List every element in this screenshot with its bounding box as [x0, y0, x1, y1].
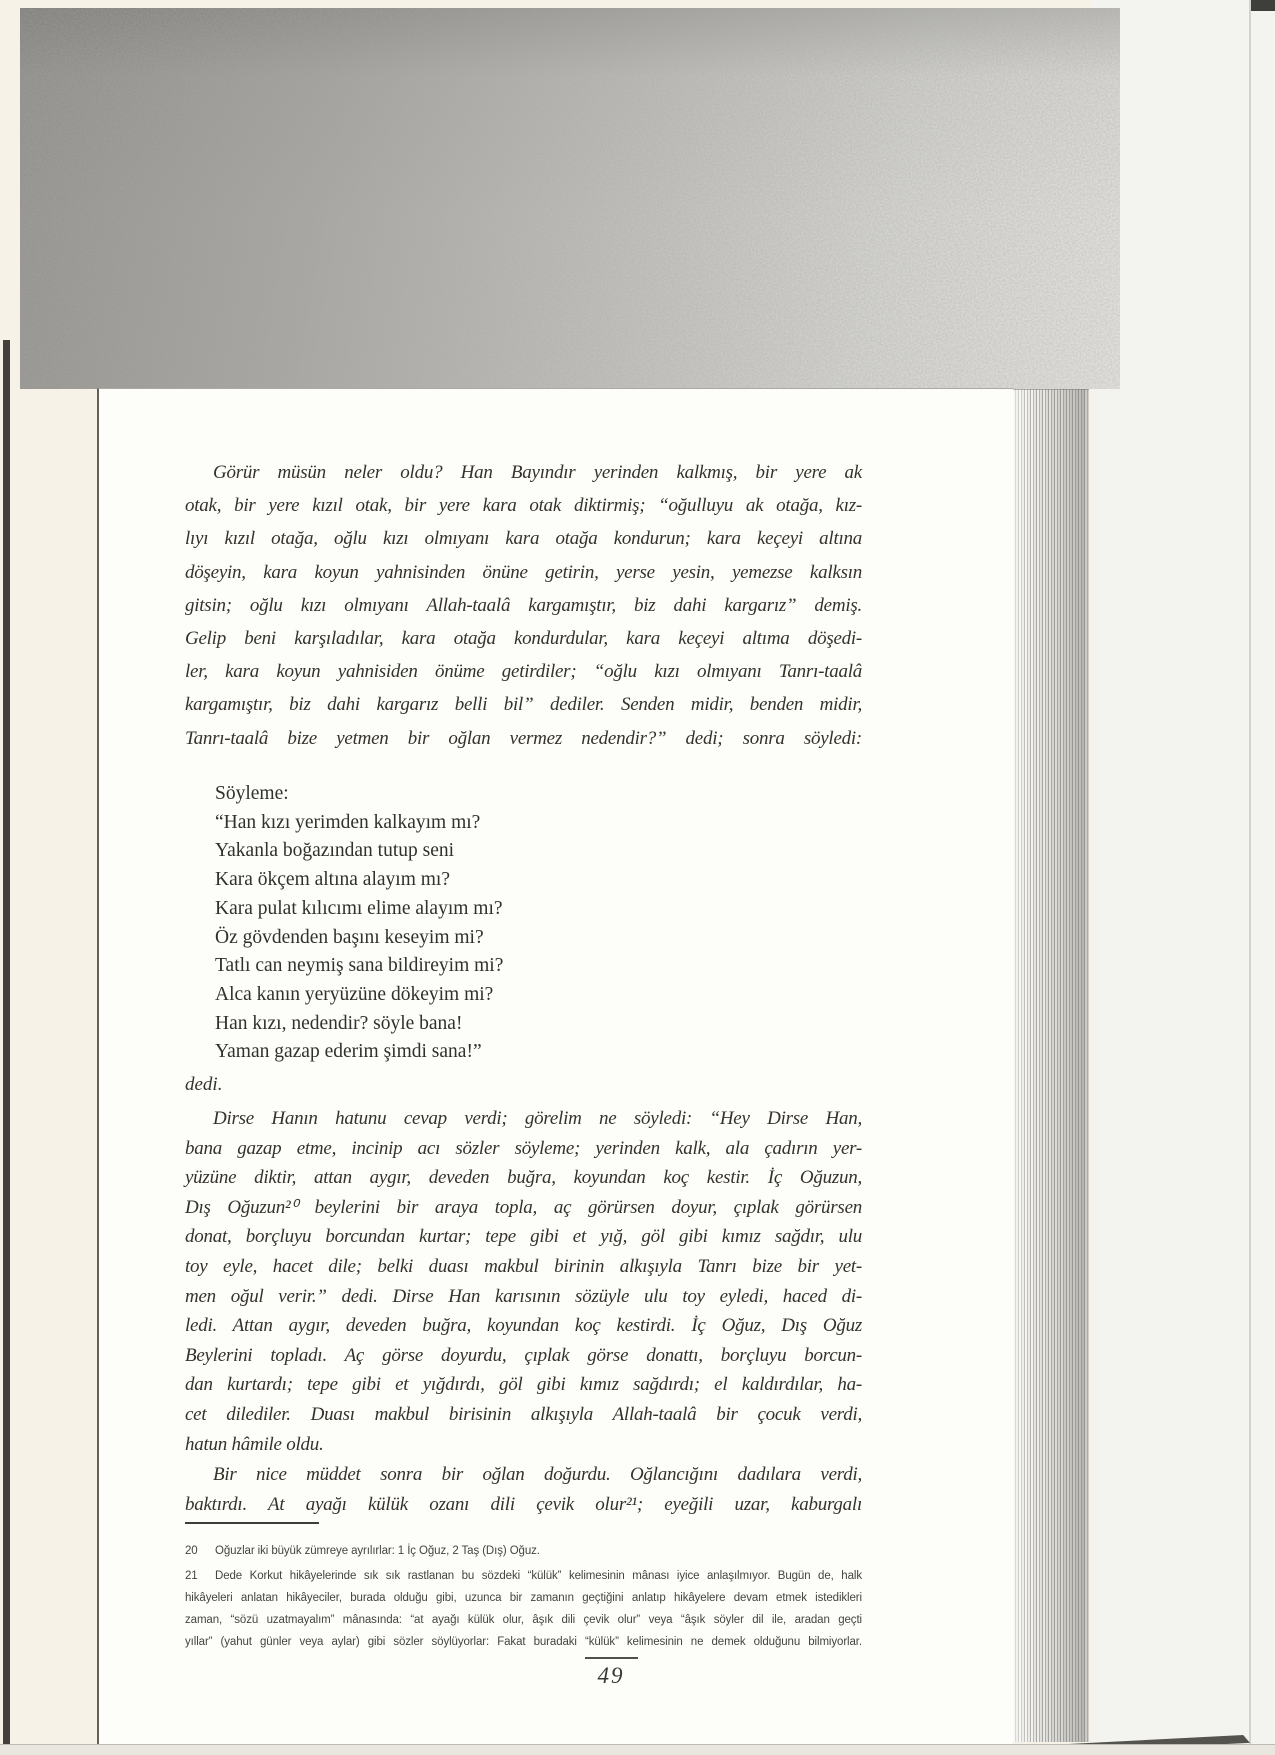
text-line: Yaman gazap ederim şimdi sana!”: [215, 1041, 482, 1063]
footnote-number: 21: [185, 1570, 198, 1582]
text-line: gitsin; oğlu kızı olmıyanı Allah-taalâ kargamıştır, biz dahi kargarız” demiş.: [185, 594, 862, 616]
text-line: lıyı kızıl otağa, oğlu kızı olmıyanı kara otağa kondurun; kara keçeyi altına: [185, 528, 862, 550]
text-line: Beylerini topladı. Aç görse doyurdu, çıplak görse donattı, borçluyu borcun-: [185, 1344, 862, 1366]
scan-bottom-strip: [0, 1744, 1275, 1755]
poem-block: [215, 780, 835, 1067]
text-line: toy eyle, hacet dile; belki duası makbul birinin alkışıyla Tanrı bize bir yet-: [185, 1255, 862, 1277]
text-line: Söyleme:: [215, 783, 289, 804]
scan-left-edge-shadow: [3, 340, 10, 1755]
text-line: kargamıştır, biz dahi kargarız belli bil” dediler. Senden midir, benden midir,: [185, 694, 862, 716]
text-line: yüzüne diktir, attan aygır, deveden buğra, koyundan koç kestir. İç Oğuzun,: [185, 1167, 862, 1189]
text-line: yıllar” (yahut günler veya aylar) gibi sözler söylüyorlar: Fakat buradaki “külük” kelimesinin ne demek olduğunu bilmiyorlar.: [185, 1636, 862, 1648]
scan-corner-shadow: [1251, 0, 1275, 11]
text-line: 20 Oğuzlar iki büyük zümreye ayrılırlar: 1 İç Oğuz, 2 Taş (Dış) Oğuz.: [185, 1540, 862, 1562]
text-line: Tanrı-taalâ bize yetmen bir oğlan vermez nedendir?” dedi; sonra söyledi:: [185, 727, 862, 749]
text-line: cet dilediler. Duası makbul birisinin alkışıyla Allah-taalâ bir çocuk verdi,: [185, 1403, 862, 1425]
text-line: 21 Dede Korkut hikâyelerinde sık sık rastlanan bu sözdeki “külük” kelimesinin mânası iyice anlaşılmıyor. Bugün de, halk: [185, 1565, 862, 1587]
text-line: ledi. Attan aygır, deveden buğra, koyundan koç kestirdi. İç Oğuz, Dış Oğuz: [185, 1315, 862, 1337]
page-number: 49: [597, 1663, 625, 1688]
text-line: baktırdı. At ayağı külük ozanı dili çevik olur²¹; eyeğili uzar, kaburgalı: [185, 1494, 862, 1515]
text-line: men oğul verir.” dedi. Dirse Han karısının sözüyle ulu toy eyledi, haced di-: [185, 1285, 862, 1307]
text-line: Yakanla boğazından tutup seni: [215, 840, 455, 862]
text-line: Bir nice müddet sonra bir oğlan doğurdu. Oğlancığını dadılara verdi,: [213, 1464, 862, 1485]
text-line: bana gazap etme, incinip acı sözler söyleme; yerinden kalk, ala çadırın yer-: [185, 1137, 862, 1159]
book-fore-edge-pages: [1013, 389, 1089, 1742]
text-line: ler, kara koyun yahnisiden önüme getirdiler; “oğlu kızı olmıyanı Tanrı-taalâ: [185, 661, 862, 683]
text-line: Öz gövdenden başını keseyim mi?: [215, 926, 484, 948]
scan-noise-texture: [20, 8, 1120, 389]
text-line: Dirse Hanın hatunu cevap verdi; görelim ne söyledi: “Hey Dirse Han,: [213, 1108, 862, 1129]
footnote-20: [185, 1540, 862, 1562]
paragraph-1: [185, 456, 862, 755]
text-line: Kara ökçem altına alayım mı?: [215, 869, 450, 891]
text-line: dan kurtardı; tepe gibi et yığdırdı, göl gibi kımız sağdırdı; el kaldırdılar, ha-: [185, 1374, 862, 1396]
scan-right-fold-line: [1249, 0, 1251, 1755]
text-line: “Han kızı yerimden kalkayım mı?: [215, 811, 481, 833]
text-line: donat, borçluyu borcundan kurtar; tepe gibi et yığ, göl gibi kımız sağdır, ulu: [185, 1226, 862, 1248]
text-line: Han kızı, nedendir? söyle bana!: [215, 1012, 463, 1034]
text-line: Gelip beni karşıladılar, kara otağa kondurdular, kara keçeyi altıma döşedi-: [185, 628, 862, 650]
footnote-separator-rule: [185, 1522, 319, 1524]
footnote-number: 20: [185, 1545, 198, 1557]
book-page: [97, 388, 1013, 1746]
text-line: otak, bir yere kızıl otak, bir yere kara otak diktirmiş; “oğulluyu ak otağa, kız-: [185, 495, 862, 517]
scanner-shadow-band: [20, 8, 1120, 389]
paragraph-3: [185, 1460, 862, 1520]
text-line: Dış Oğuzun²⁰ beylerini bir araya topla, aç görürsen doyur, çıplak görürsen: [185, 1196, 862, 1218]
text-line: Görür müsün neler oldu? Han Bayındır yerinden kalkmış, bir yere ak: [213, 462, 862, 483]
footnote-21: [185, 1565, 862, 1653]
text-line: Kara pulat kılıcımı elime alayım mı?: [215, 897, 503, 919]
text-line: hikâyeleri anlatan hikâyeciler, burada olduğu gibi, uzunca bir zamanın geçtiğini anlatıp hikâyelere devam etmek istedikleri: [185, 1592, 862, 1604]
paragraph-2: [185, 1104, 862, 1459]
text-line: Tatlı can neymiş sana bildireyim mi?: [215, 955, 504, 977]
dedi-line: dedi.: [185, 1074, 223, 1095]
page-number-rule: [585, 1657, 638, 1659]
text-column: [185, 389, 862, 1747]
text-line: hatun hâmile oldu.: [185, 1433, 324, 1455]
text-line: Alca kanın yeryüzüne dökeyim mi?: [215, 983, 494, 1005]
text-line: döşeyin, kara koyun yahnisinden önüne getirin, yerse yesin, yemezse kalksın: [185, 561, 862, 583]
text-line: zaman, “sözü uzatmayalım” mânasında: “at ayağı külük olur, âşık dili çevik olur” veya “âşık söyler dil ile, aradan geçti: [185, 1614, 862, 1626]
